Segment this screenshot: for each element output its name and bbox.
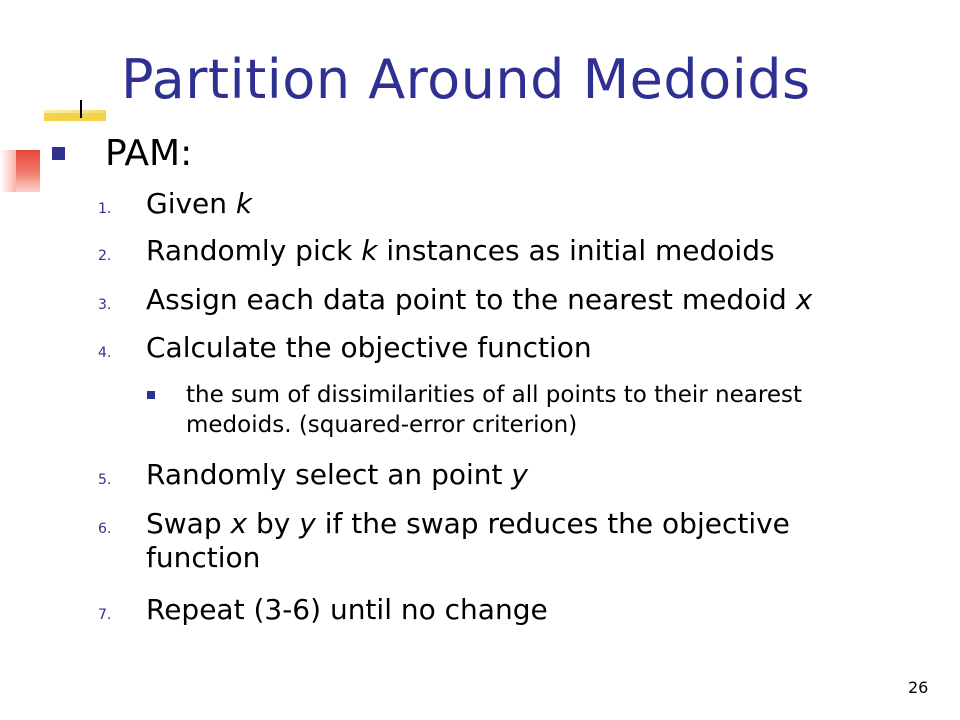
variable-x: x [230, 507, 248, 540]
decorative-red-block [16, 150, 40, 192]
step-text: Repeat (3-6) until no change [146, 593, 548, 626]
step-6 [98, 507, 906, 575]
step-text-part: Randomly pick [146, 234, 362, 267]
step-number: 3. [98, 297, 112, 313]
variable-k: k [361, 234, 378, 267]
step-number: 5. [98, 472, 112, 488]
sub-bullet [147, 380, 846, 440]
step-number: 2. [98, 248, 112, 264]
variable-y: y [299, 507, 316, 540]
step-text-part: by [247, 507, 300, 540]
step-text-part: instances as initial medoids [377, 234, 775, 267]
step-text: Calculate the objective function [146, 331, 592, 364]
page-number: 26 [908, 678, 929, 697]
step-text-part: Swap [146, 507, 231, 540]
small-square-bullet-icon [147, 391, 155, 399]
decorative-yellow-bar [44, 113, 106, 121]
step-2 [98, 234, 775, 268]
step-number: 7. [98, 607, 112, 623]
step-text-part: if the swap reduces the objective function [146, 507, 790, 574]
step-text-part: Given [146, 187, 236, 220]
variable-k: k [235, 187, 253, 220]
step-text-part: Randomly select an point [146, 458, 512, 491]
step-text [146, 187, 252, 221]
step-text [146, 234, 775, 268]
step-1 [98, 187, 252, 221]
step-5 [98, 458, 528, 492]
step-7 [98, 593, 548, 627]
step-3 [98, 283, 812, 317]
decorative-red-fade [0, 150, 16, 192]
decorative-black-tick [80, 100, 82, 118]
step-text [146, 283, 812, 317]
step-4 [98, 331, 592, 365]
variable-y: y [511, 458, 528, 491]
main-bullet [52, 133, 192, 174]
sub-bullet-text: the sum of dissimilarities of all points to their nearest medoids. (squared-error criterion) [186, 382, 802, 438]
step-number: 4. [98, 345, 112, 361]
step-text [146, 458, 528, 492]
slide-title: Partition Around Medoids [121, 48, 811, 111]
square-bullet-icon [52, 147, 65, 160]
step-number: 6. [98, 521, 112, 537]
step-text-part: Assign each data point to the nearest medoid [146, 283, 796, 316]
variable-x: x [795, 283, 813, 316]
step-text [146, 507, 906, 575]
main-bullet-label: PAM: [105, 133, 193, 174]
step-number: 1. [98, 201, 112, 217]
